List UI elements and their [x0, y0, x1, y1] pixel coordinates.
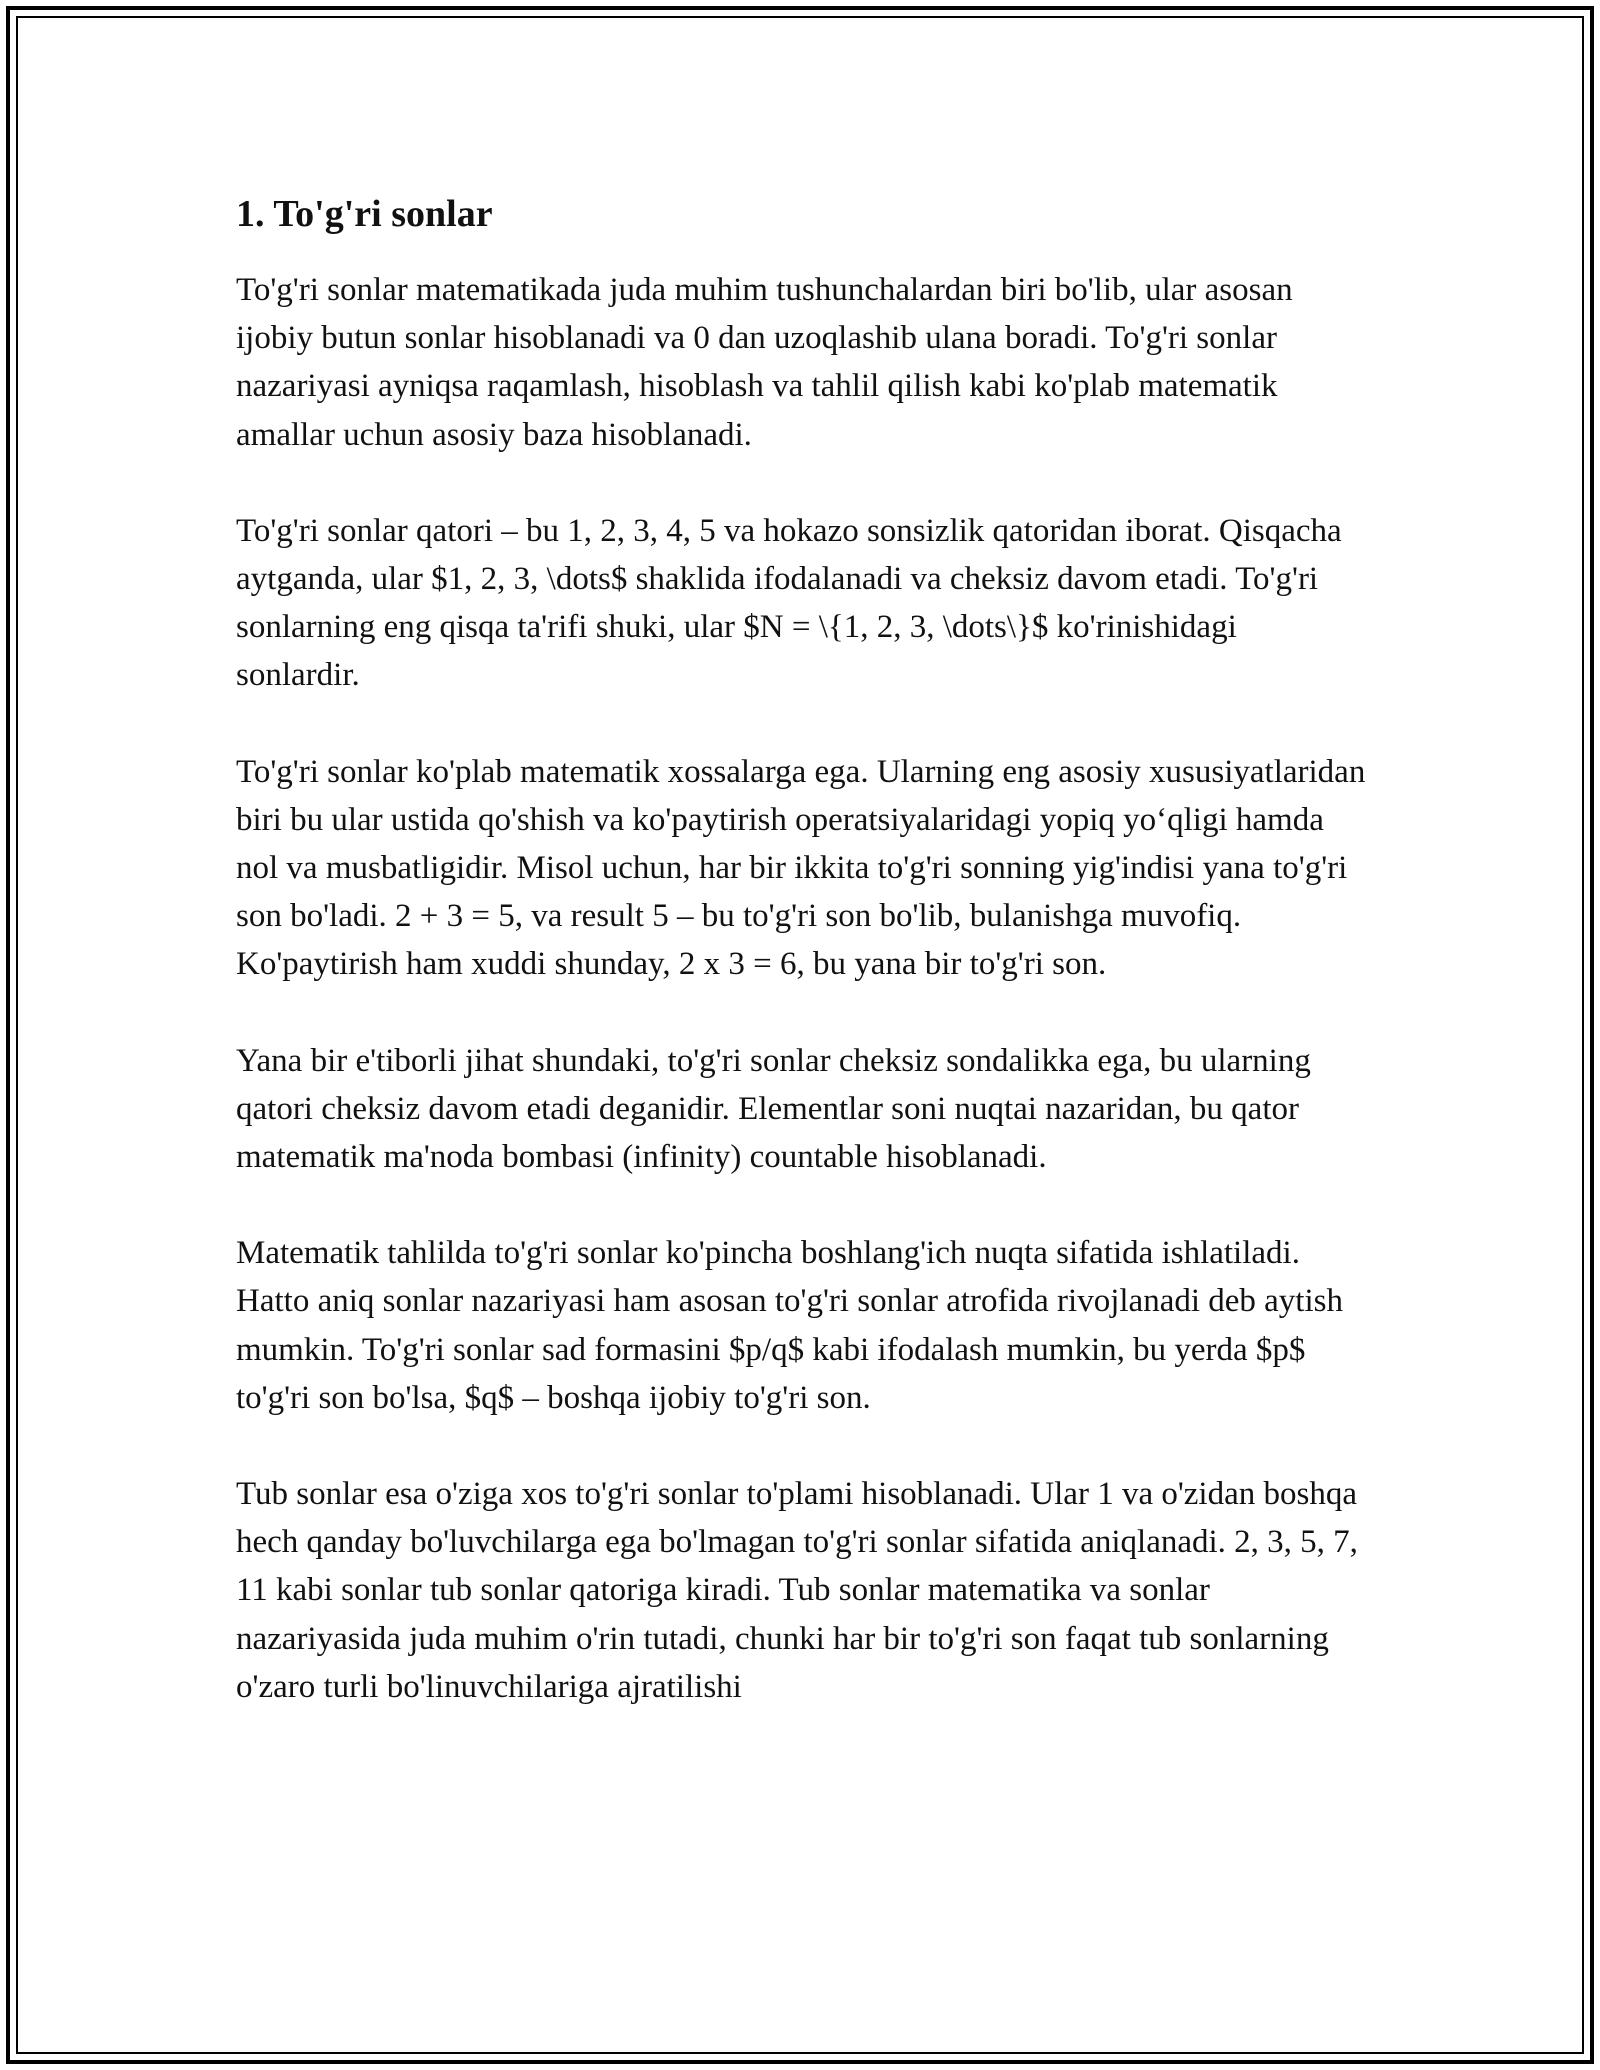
paragraph-5: Matematik tahlilda to'g'ri sonlar ko'pincha boshlang'ich nuqta sifatida ishlatiladi. Hatto aniq sonlar nazariyasi ham asosan to'g'ri sonlar atrofida rivojlanadi deb aytish mumkin. To'g'ri sonlar sad formasini $p/q$ kabi ifodalash mumkin, bu yerda $p$ to'g'ri son bo'lsa, $q$ – boshqa ijobiy to'g'ri son. [236, 1235, 1343, 1416]
section-heading: 1. To'g'ri sonlar [236, 193, 493, 235]
paragraph-2: To'g'ri sonlar qatori – bu 1, 2, 3, 4, 5 va hokazo sonsizlik qatoridan iborat. Qisqacha aytganda, ular $1, 2, 3, \dots$ shaklida ifodalanadi va cheksiz davom etadi. To'g'ri sonlarning eng qisqa ta'rifi shuki, ular $N = \{1, 2, 3, \dots\}$ ko'rinishidagi sonlardir. [236, 512, 1342, 694]
paragraph-1: To'g'ri sonlar matematikada juda muhim tushunchalardan biri bo'lib, ular asosan ijobiy butun sonlar hisoblanadi va 0 dan uzoqlashib ulana boradi. To'g'ri sonlar nazariyasi ayniqsa raqamlash, hisoblash va tahlil qilish kabi ko'plab matematik amallar uchun asosiy baza hisoblanadi. [236, 272, 1293, 453]
paragraph-6: Tub sonlar esa o'ziga xos to'g'ri sonlar to'plami hisoblanadi. Ular 1 va o'zidan boshqa hech qanday bo'luvchilarga ega bo'lmagan to'g'ri sonlar sifatida aniqlanadi. 2, 3, 5, 7, 11 kabi sonlar tub sonlar qatoriga kiradi. Tub sonlar matematika va sonlar nazariyasida juda muhim o'rin tutadi, chunki har bir to'g'ri son faqat tub sonlarning o'zaro turli bo'linuvchilariga ajratilishi [236, 1476, 1358, 1705]
document-body [236, 188, 1368, 1759]
paragraph-3: To'g'ri sonlar ko'plab matematik xossalarga ega. Ularning eng asosiy xususiyatlaridan biri bu ular ustida qo'shish va ko'paytirish operatsiyalaridagi yopiq yo‘qligi hamda nol va musbatligidir. Misol uchun, har bir ikkita to'g'ri sonning yig'indisi yana to'g'ri son bo'ladi. 2 + 3 = 5, va result 5 – bu to'g'ri son bo'lib, bulanishga muvofiq. Ko'paytirish ham xuddi shunday, 2 x 3 = 6, bu yana bir to'g'ri son. [236, 753, 1366, 983]
paragraph-4: Yana bir e'tiborli jihat shundaki, to'g'ri sonlar cheksiz sondalikka ega, bu ularning qatori cheksiz davom etadi deganidir. Elementlar soni nuqtai nazaridan, bu qator matematik ma'noda bombasi (infinity) countable hisoblanadi. [236, 1042, 1311, 1176]
